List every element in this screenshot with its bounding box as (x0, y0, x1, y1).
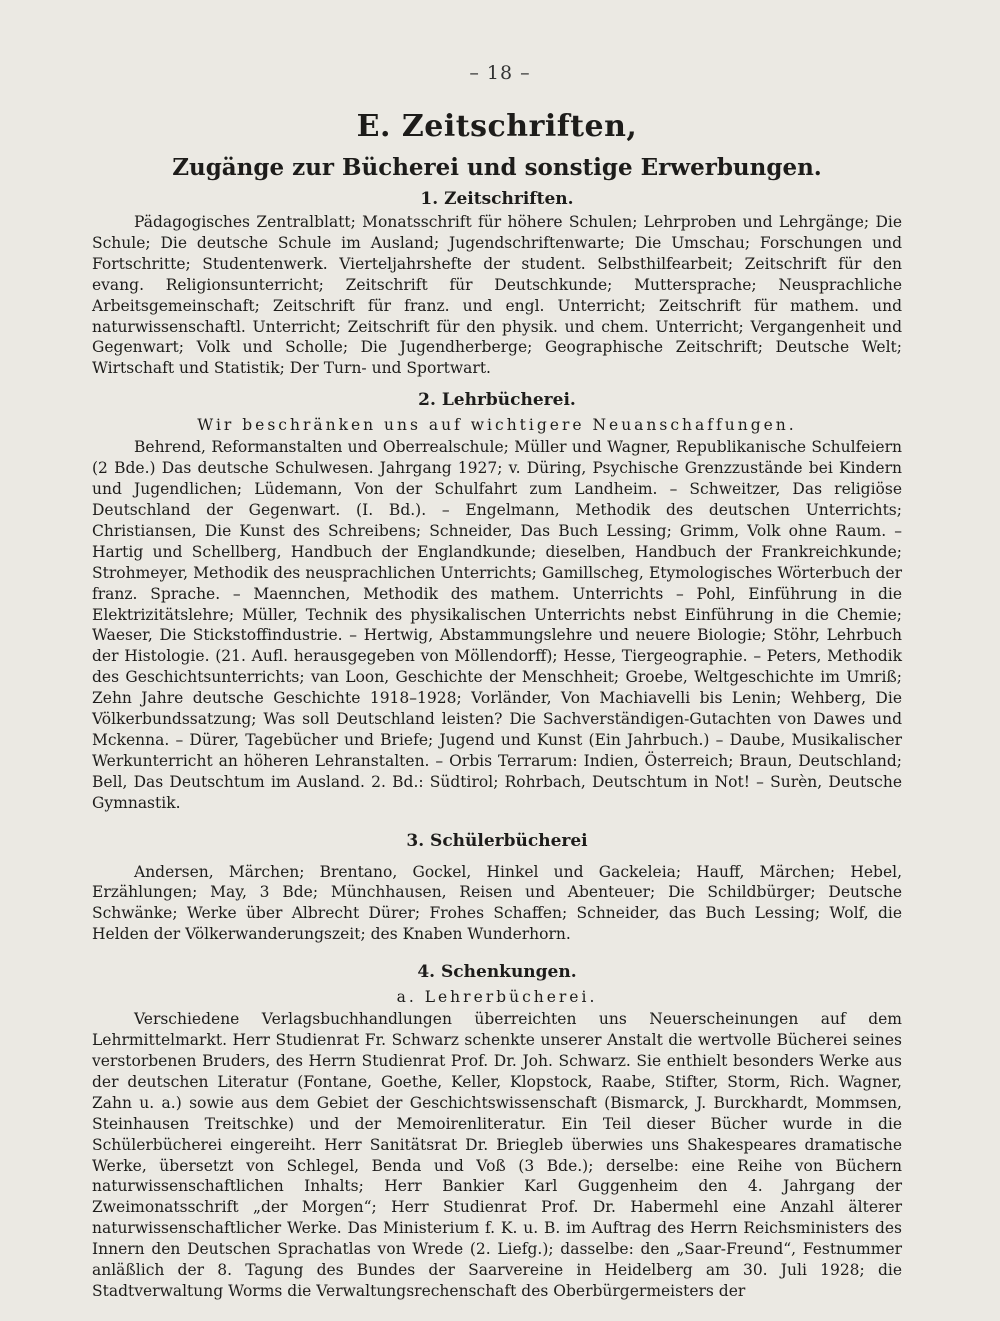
section-subheading-lehrbuecherei: Wir beschränken uns auf wichtigere Neuanschaffungen. (197, 416, 797, 435)
chapter-subtitle: Zugänge zur Bücherei und sonstige Erwerbungen. (172, 154, 822, 181)
section-schenkungen (92, 959, 902, 1302)
chapter-title: E. Zeitschriften, (356, 109, 638, 144)
spacer (92, 814, 902, 828)
section-subheading-lehrerbuecherei: a. Lehrerbücherei. (396, 988, 598, 1007)
page-number: – 18 – (469, 62, 531, 84)
section-text-schuelerbuecherei: Andersen, Märchen; Brentano, Gockel, Hinkel und Gackeleia; Hauff, Märchen; Hebel, Erzählungen; May, 3 Bde; Münchhausen, Reisen und Abenteuer; Die Schildbürger; Deutsche Schwänke; Werke über Albrecht Dürer; Frohes Schaffen; Schneider, das Buch Lessing; Wolf, die Helden der Völkerwanderungszeit; des Knaben Wunderhorn. (92, 862, 902, 944)
section-heading-zeitschriften: 1. Zeitschriften. (420, 189, 574, 209)
section-heading-schuelerbuecherei: 3. Schülerbücherei (406, 830, 588, 851)
section-lehrbuecherei (92, 387, 902, 813)
spacer (92, 945, 902, 959)
section-text-zeitschriften: Pädagogisches Zentralblatt; Monatsschrift für höhere Schulen; Lehrproben und Lehrgänge; Die Schule; Die deutsche Schule im Ausland; Jugendschriftenwarte; Die Umschau; Forschungen und Fortschritte; Studentenwerk. Vierteljahrshefte der student. Selbsthilfearbeit; Zeitschrift für den evang. Religionsunterricht; Zeitschrift für Deutschkunde; Muttersprache; Neusprachliche Arbeitsgemeinschaft; Zeitschrift für franz. und engl. Unterricht; Zeitschrift für mathem. und naturwissenschaftl. Unterricht; Zeitschrift für den physik. und chem. Unterricht; Vergangenheit und Gegenwart; Volk und Scholle; Die Jugendherberge; Geographische Zeitschrift; Deutsche Welt; Wirtschaft und Statistik; Der Turn- und Sportwart. (92, 213, 902, 378)
section-text-schenkungen: Verschiedene Verlagsbuchhandlungen überreichten uns Neuerscheinungen auf dem Lehrmittelmarkt. Herr Studienrat Fr. Schwarz schenkte unserer Anstalt die wertvolle Bücherei seines verstorbenen Bruders, des Herrn Studienrat Prof. Dr. Joh. Schwarz. Sie enthielt besonders Werke aus der deutschen Literatur (Fontane, Goethe, Keller, Klopstock, Raabe, Stifter, Storm, Rich. Wagner, Zahn u. a.) sowie aus dem Gebiet der Geschichtswissenschaft (Bismarck, J. Burckhardt, Mommsen, Steinhausen Treitschke) und der Memoirenliteratur. Ein Teil dieser Bücher wurde in die Schülerbücherei eingereiht. Herr Sanitätsrat Dr. Briegleb überwies uns Shakespeares dramatische Werke, übersetzt von Schlegel, Benda und Voß (3 Bde.); derselbe: eine Reihe von Büchern naturwissenschaftlichen Inhalts; Herr Bankier Karl Guggenheim den 4. Jahrgang der Zweimonatsschrift „der Morgen“; Herr Studienrat Prof. Dr. Habermehl eine Anzahl älterer naturwissenschaftlicher Werke. Das Ministerium f. K. u. B. im Auftrag des Herrn Reichsministers des Innern den Deutschen Sprachatlas von Wrede (2. Liefg.); dasselbe: den „Saar-Freund“, Festnummer anläßlich der 8. Tagung des Bundes der Saarvereine in Heidelberg am 30. Juli 1928; die Stadtverwaltung Worms die Verwaltungsrechenschaft des Oberbürgermeisters der (92, 1010, 902, 1300)
section-heading-schenkungen: 4. Schenkungen. (417, 962, 577, 983)
spacer (92, 854, 902, 862)
spacer (92, 379, 902, 387)
section-zeitschriften (92, 186, 902, 379)
section-heading-lehrbuecherei: 2. Lehrbücherei. (418, 390, 576, 411)
page-content (92, 108, 902, 1302)
section-text-lehrbuecherei: Behrend, Reformanstalten und Oberrealschule; Müller und Wagner, Republikanische Schulfeiern (2 Bde.) Das deutsche Schulwesen. Jahrgang 1927; v. Düring, Psychische Grenzzustände bei Kindern und Jugendlichen; Lüdemann, Von der Schulfahrt zum Landheim. – Schweitzer, Das religiöse Deutschland der Gegenwart. (I. Bd.). – Engelmann, Methodik des deutschen Unterrichts; Christiansen, Die Kunst des Schreibens; Schneider, Das Buch Lessing; Grimm, Volk ohne Raum. – Hartig und Schellberg, Handbuch der Englandkunde; dieselben, Handbuch der Frankreichkunde; Strohmeyer, Methodik des neusprachlichen Unterrichts; Gamillscheg, Etymologisches Wörterbuch der franz. Sprache. – Maennchen, Methodik des mathem. Unterrichts – Pohl, Einführung in die Elektrizitätslehre; Müller, Technik des physikalischen Unterrichts nebst Einführung in die Chemie; Waeser, Die Stickstoffindustrie. – Hertwig, Abstammungslehre und neuere Biologie; Stöhr, Lehrbuch der Histologie. (21. Aufl. herausgegeben von Möllendorff); Hesse, Tiergeographie. – Peters, Methodik des Geschichtsunterrichts; van Loon, Geschichte der Menschheit; Groebe, Weltgeschichte im Umriß; Zehn Jahre deutsche Geschichte 1918–1928; Vorländer, Von Machiavelli bis Lenin; Wehberg, Die Völkerbundssatzung; Was soll Deutschland leisten? Die Sachverständigen-Gutachten von Dawes und Mckenna. – Dürer, Tagebücher und Briefe; Jugend und Kunst (Ein Jahrbuch.) – Daube, Musikalischer Werkunterricht an höheren Lehranstalten. – Orbis Terrarum: Indien, Österreich; Braun, Deutschland; Bell, Das Deutschtum im Ausland. 2. Bd.: Südtirol; Rohrbach, Deutschtum in Not! – Surèn, Deutsche Gymnastik. (92, 438, 902, 812)
section-schuelerbuecherei (92, 828, 902, 946)
